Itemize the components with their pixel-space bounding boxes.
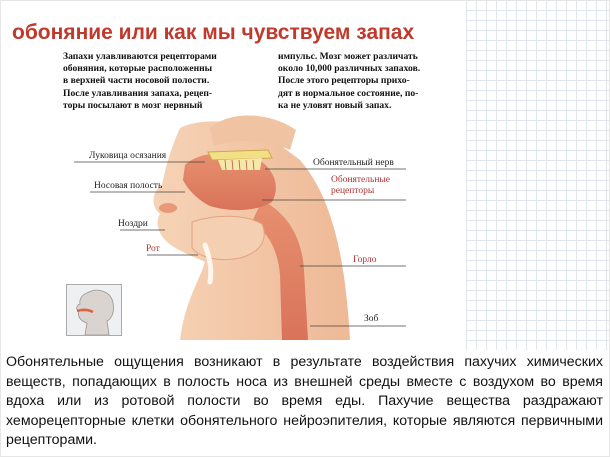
label-pharynx: Зоб <box>364 314 379 324</box>
label-mouth: Рот <box>146 244 160 254</box>
grid-background <box>466 0 610 350</box>
caption-right: импульс. Мозг может различать около 10,000 различных запахов. После этого рецепторы прихо- дят в нормальное состояние, по- ка не уловят новый запах. <box>278 51 421 111</box>
nostril-shape <box>159 203 177 213</box>
slide-title: обоняние или как мы чувствуем запах <box>12 21 415 44</box>
label-olfactory-nerve: Обонятельный нерв <box>313 158 394 168</box>
label-olfactory-bulb: Луковица осязания <box>89 151 167 161</box>
label-throat: Горло <box>353 255 377 265</box>
body-paragraph: Обонятельные ощущения возникают в результате воздействия пахучих химических веществ, попадающих в полость носа из внешней среды вместе с воздухом во время вдоха или из ротовой полости во время еды. Пахучие вещества раздражают хеморецепторные клетки обонятельного нейроэпителия, которые являются первичными рецепторами. <box>6 354 603 449</box>
label-olfactory-receptors: Обонятельные рецепторы <box>331 175 391 196</box>
olfactory-bulb-shape <box>208 150 272 160</box>
caption-left: Запахи улавливаются рецепторами обоняния, которые расположенны в верхней части носовой полости. После улавливания запаха, рецеп- торы посылают в мозг нервный <box>63 51 217 111</box>
inset-head-icon <box>67 285 121 335</box>
label-nostrils: Ноздри <box>118 219 148 229</box>
label-nasal-cavity: Носовая полость <box>94 181 163 191</box>
inset-head-thumbnail <box>66 284 122 336</box>
